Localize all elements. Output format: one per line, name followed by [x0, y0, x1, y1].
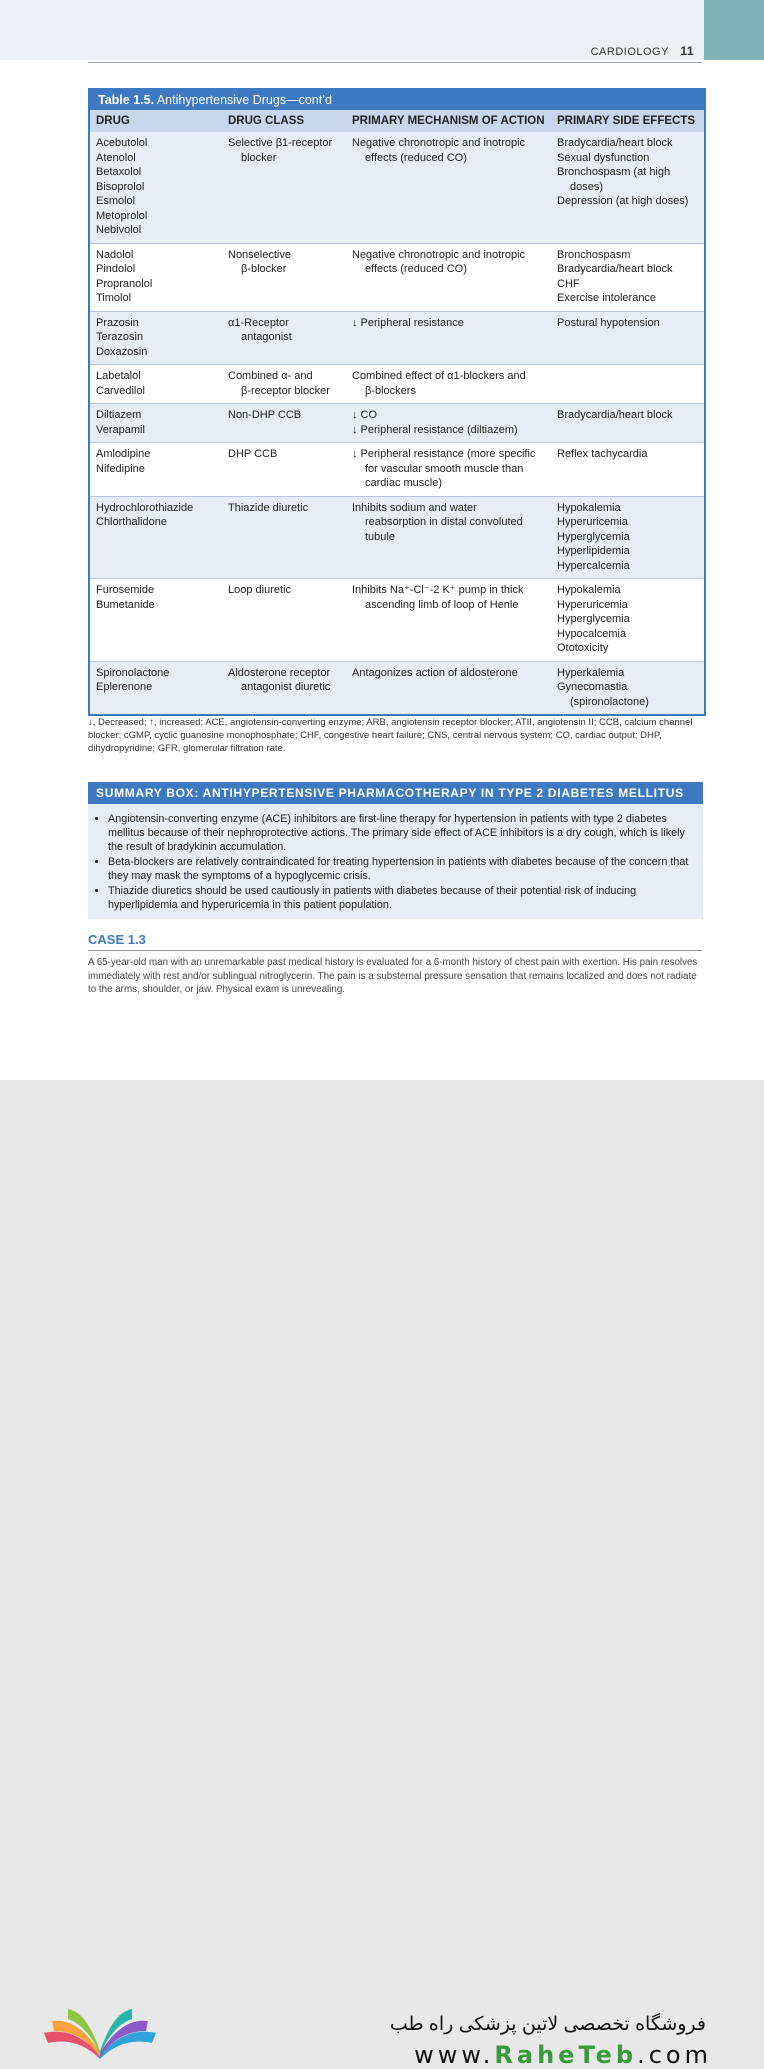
- cell-text: Timolol: [96, 292, 132, 304]
- cell-class: [222, 132, 346, 243]
- cell-mechanism: [346, 443, 551, 497]
- cell-side-effects: [551, 132, 704, 243]
- cell-text: Nonselective: [228, 248, 291, 261]
- cell-text: Hyperkalemia: [557, 666, 625, 679]
- cell-mechanism: [346, 579, 551, 662]
- cell-text: Bumetanide: [96, 598, 155, 611]
- table-row: [90, 404, 704, 443]
- cell-text: Hyperglycemia: [557, 530, 630, 543]
- header-divider: [88, 62, 702, 63]
- cell-text: Bisoprolol: [96, 180, 145, 193]
- cell-text: Bradycardia/heart block: [557, 263, 673, 275]
- cell-side-effects: [551, 579, 704, 662]
- cell-text: Terazosin: [96, 331, 144, 343]
- cell-text: Loop diuretic: [228, 584, 291, 596]
- cell-text: blocker: [241, 151, 277, 164]
- cell-text: Bronchospasm (at high: [557, 166, 671, 178]
- cell-drug: [90, 443, 222, 497]
- cell-text: for vascular smooth muscle than: [365, 462, 524, 475]
- cell-class: [222, 404, 346, 443]
- cell-text: Hyperglycemia: [557, 613, 630, 625]
- cell-text: DHP CCB: [228, 448, 278, 460]
- cell-text: Aldosterone receptor: [228, 666, 331, 679]
- case-title: CASE 1.3: [88, 932, 146, 947]
- cell-text: Atenolol: [96, 151, 136, 164]
- cell-text: Verapamil: [96, 423, 145, 436]
- summary-item: • Angiotensin-converting enzyme (ACE) inhibitors are first-line therapy for hypertension in patients with type 2 diabetes mellitus because of their nephroprotective actions. The primary side effect of ACE inhibitors is a dry cough, which is likely the result of bradykinin accumulation.: [108, 812, 693, 854]
- table-row: [90, 579, 704, 662]
- cell-class: [222, 443, 346, 497]
- chapter-tab: [704, 0, 764, 60]
- cell-text: α1-Receptor: [228, 316, 289, 329]
- cell-text: Hypercalcemia: [557, 559, 630, 572]
- cell-text: Furosemide: [96, 584, 155, 596]
- table-row: [90, 443, 704, 497]
- cell-side-effects: [551, 443, 704, 497]
- cell-text: Hyperuricemia: [557, 516, 628, 528]
- cell-text: Exercise intolerance: [557, 292, 657, 304]
- drug-table-grid: [90, 110, 704, 714]
- cell-mechanism: [346, 243, 551, 311]
- summary-title: SUMMARY BOX: ANTIHYPERTENSIVE PHARMACOTHERAPY IN TYPE 2 DIABETES MELLITUS: [88, 782, 703, 804]
- cell-text: Negative chronotropic and inotropic: [352, 137, 526, 149]
- column-header-side-effects: PRIMARY SIDE EFFECTS: [551, 110, 704, 132]
- book-page: [0, 0, 764, 1000]
- url-suffix: .com: [637, 2041, 712, 2069]
- cell-text: (spironolactone): [570, 695, 649, 708]
- table-footnote: ↓, Decreased; ↑, increased; ACE, angiotensin-converting enzyme; ARB, angiotensin receptor blocker; ATII, angiotensin II; CCB, calcium channel blocker; cGMP, cyclic guanosine monophosphate; CHF, congestive heart failure; CNS, central nervous system; CO, cardiac output; DHP, dihydropyridine; GFR, glomerular filtration rate.: [88, 717, 693, 754]
- cell-text: Reflex tachycardia: [557, 448, 648, 460]
- summary-item: • Thiazide diuretics should be used cautiously in patients with diabetes because of their potential risk of inducing hyperlipidemia and hyperuricemia in this patient population.: [108, 884, 693, 912]
- cell-side-effects: [551, 365, 704, 404]
- cell-mechanism: [346, 404, 551, 443]
- cell-text: Selective β1-receptor: [228, 137, 333, 149]
- cell-text: Nifedipine: [96, 462, 145, 475]
- cell-drug: [90, 579, 222, 662]
- cell-text: CHF: [557, 277, 580, 290]
- table-row: [90, 496, 704, 579]
- url-brand: RaheTeb: [494, 2041, 638, 2069]
- cell-class: [222, 311, 346, 365]
- cell-class: [222, 365, 346, 404]
- cell-text: Acebutolol: [96, 137, 148, 149]
- cell-text: antagonist: [241, 331, 292, 343]
- cell-text: β-blockers: [365, 384, 416, 397]
- summary-item: • Beta-blockers are relatively contraindicated for treating hypertension in patients with diabetes because of the concern that they may mask the symptoms of a hypoglycemic crisis.: [108, 855, 693, 883]
- cell-text: Ototoxicity: [557, 642, 609, 654]
- case-divider: [88, 950, 702, 951]
- running-head: [591, 44, 694, 58]
- cell-text: Negative chronotropic and inotropic: [352, 248, 526, 261]
- section-name: CARDIOLOGY: [590, 46, 669, 58]
- cell-text: ↓ Peripheral resistance (more specific: [352, 448, 536, 460]
- cell-text: reabsorption in distal convoluted: [365, 516, 523, 528]
- cell-text: tubule: [365, 530, 395, 543]
- cell-text: Spironolactone: [96, 666, 170, 679]
- cell-text: Gynecomastia: [557, 681, 628, 693]
- url-prefix: www.: [414, 2041, 495, 2069]
- column-header-class: DRUG CLASS: [222, 110, 346, 132]
- cell-drug: [90, 661, 222, 714]
- cell-side-effects: [551, 311, 704, 365]
- table-caption: Antihypertensive Drugs—cont’d: [156, 93, 332, 107]
- cell-mechanism: [346, 365, 551, 404]
- cell-class: [222, 496, 346, 579]
- table-title: [90, 90, 704, 110]
- table-row: [90, 243, 704, 311]
- cell-text: ascending limb of loop of Henle: [365, 598, 519, 611]
- table-row: [90, 311, 704, 365]
- cell-text: Thiazide diuretic: [228, 501, 309, 514]
- cell-text: doses): [570, 180, 604, 193]
- cell-text: Depression (at high doses): [557, 195, 689, 207]
- column-header-mechanism: PRIMARY MECHANISM OF ACTION: [346, 110, 551, 132]
- watermark-url: [414, 2041, 712, 2069]
- cell-text: Sexual dysfunction: [557, 151, 650, 164]
- summary-box: [88, 782, 703, 919]
- cell-text: Hypokalemia: [557, 501, 621, 514]
- cell-text: Pindolol: [96, 263, 136, 275]
- drug-table: [88, 88, 706, 716]
- cell-text: effects (reduced CO): [365, 263, 467, 275]
- cell-side-effects: [551, 496, 704, 579]
- cell-text: ↓ Peripheral resistance (diltiazem): [352, 423, 518, 436]
- page-number: 11: [680, 44, 694, 58]
- cell-drug: [90, 243, 222, 311]
- table-row: [90, 365, 704, 404]
- cell-text: Postural hypotension: [557, 316, 660, 329]
- cell-class: [222, 661, 346, 714]
- watermark-band: [0, 995, 764, 2069]
- open-book-logo-icon: [40, 2003, 160, 2063]
- cell-text: Non-DHP CCB: [228, 409, 302, 421]
- cell-text: cardiac muscle): [365, 477, 443, 489]
- cell-text: Labetalol: [96, 370, 141, 382]
- cell-drug: [90, 404, 222, 443]
- cell-text: Bronchospasm: [557, 248, 631, 261]
- cell-text: ↓ Peripheral resistance: [352, 316, 464, 329]
- cell-text: Propranolol: [96, 277, 153, 290]
- cell-mechanism: [346, 661, 551, 714]
- cell-text: Metoprolol: [96, 209, 148, 222]
- cell-text: antagonist diuretic: [241, 681, 331, 693]
- watermark-brand: فروشگاه تخصصی لاتین پزشکی راه طب: [389, 2014, 706, 2035]
- cell-text: Combined α- and: [228, 370, 313, 382]
- cell-text: Eplerenone: [96, 681, 153, 693]
- cell-text: Chlorthalidone: [96, 516, 167, 528]
- cell-text: Hypocalcemia: [557, 627, 627, 640]
- cell-text: Nebivolol: [96, 224, 142, 236]
- summary-list: [88, 804, 703, 919]
- table-label: Table 1.5.: [98, 93, 155, 107]
- cell-drug: [90, 132, 222, 243]
- cell-mechanism: [346, 132, 551, 243]
- cell-mechanism: [346, 311, 551, 365]
- cell-text: Carvedilol: [96, 384, 145, 397]
- cell-text: Antagonizes action of aldosterone: [352, 666, 518, 679]
- case-text: A 65-year-old man with an unremarkable past medical history is evaluated for a 6-month history of chest pain with exertion. His pain resolves immediately with rest and/or sublingual nitroglycerin. The pain is a substernal pressure sensation that remains localized and does not radiate to the arms, shoulder, or jaw. Physical exam is unrevealing.: [88, 957, 698, 994]
- cell-text: Combined effect of α1-blockers and: [352, 370, 526, 382]
- cell-text: ↓ CO: [352, 409, 378, 421]
- cell-text: Amlodipine: [96, 448, 151, 460]
- cell-text: Nadolol: [96, 248, 134, 261]
- cell-side-effects: [551, 661, 704, 714]
- table-row: [90, 132, 704, 243]
- cell-text: Doxazosin: [96, 345, 148, 358]
- column-header-drug: DRUG: [90, 110, 222, 132]
- table-row: [90, 661, 704, 714]
- cell-text: Inhibits sodium and water: [352, 501, 477, 514]
- cell-text: Inhibits Na⁺-Cl⁻-2 K⁺ pump in thick: [352, 584, 524, 596]
- table-header-row: [90, 110, 704, 132]
- cell-drug: [90, 311, 222, 365]
- table-body: [90, 132, 704, 714]
- cell-text: β-receptor blocker: [241, 384, 330, 397]
- cell-text: Esmolol: [96, 195, 136, 207]
- cell-drug: [90, 365, 222, 404]
- cell-text: effects (reduced CO): [365, 151, 467, 164]
- cell-text: Bradycardia/heart block: [557, 409, 673, 421]
- cell-class: [222, 243, 346, 311]
- cell-text: Betaxolol: [96, 166, 142, 178]
- cell-text: Diltiazem: [96, 409, 142, 421]
- cell-mechanism: [346, 496, 551, 579]
- cell-text: Hypokalemia: [557, 584, 621, 596]
- cell-text: Hyperuricemia: [557, 598, 628, 611]
- cell-class: [222, 579, 346, 662]
- cell-drug: [90, 496, 222, 579]
- cell-text: Bradycardia/heart block: [557, 137, 673, 149]
- cell-text: Hyperlipidemia: [557, 545, 630, 557]
- cell-side-effects: [551, 404, 704, 443]
- cell-text: β-blocker: [241, 263, 287, 275]
- cell-text: Hydrochlorothiazide: [96, 501, 194, 514]
- cell-text: Prazosin: [96, 316, 139, 329]
- cell-side-effects: [551, 243, 704, 311]
